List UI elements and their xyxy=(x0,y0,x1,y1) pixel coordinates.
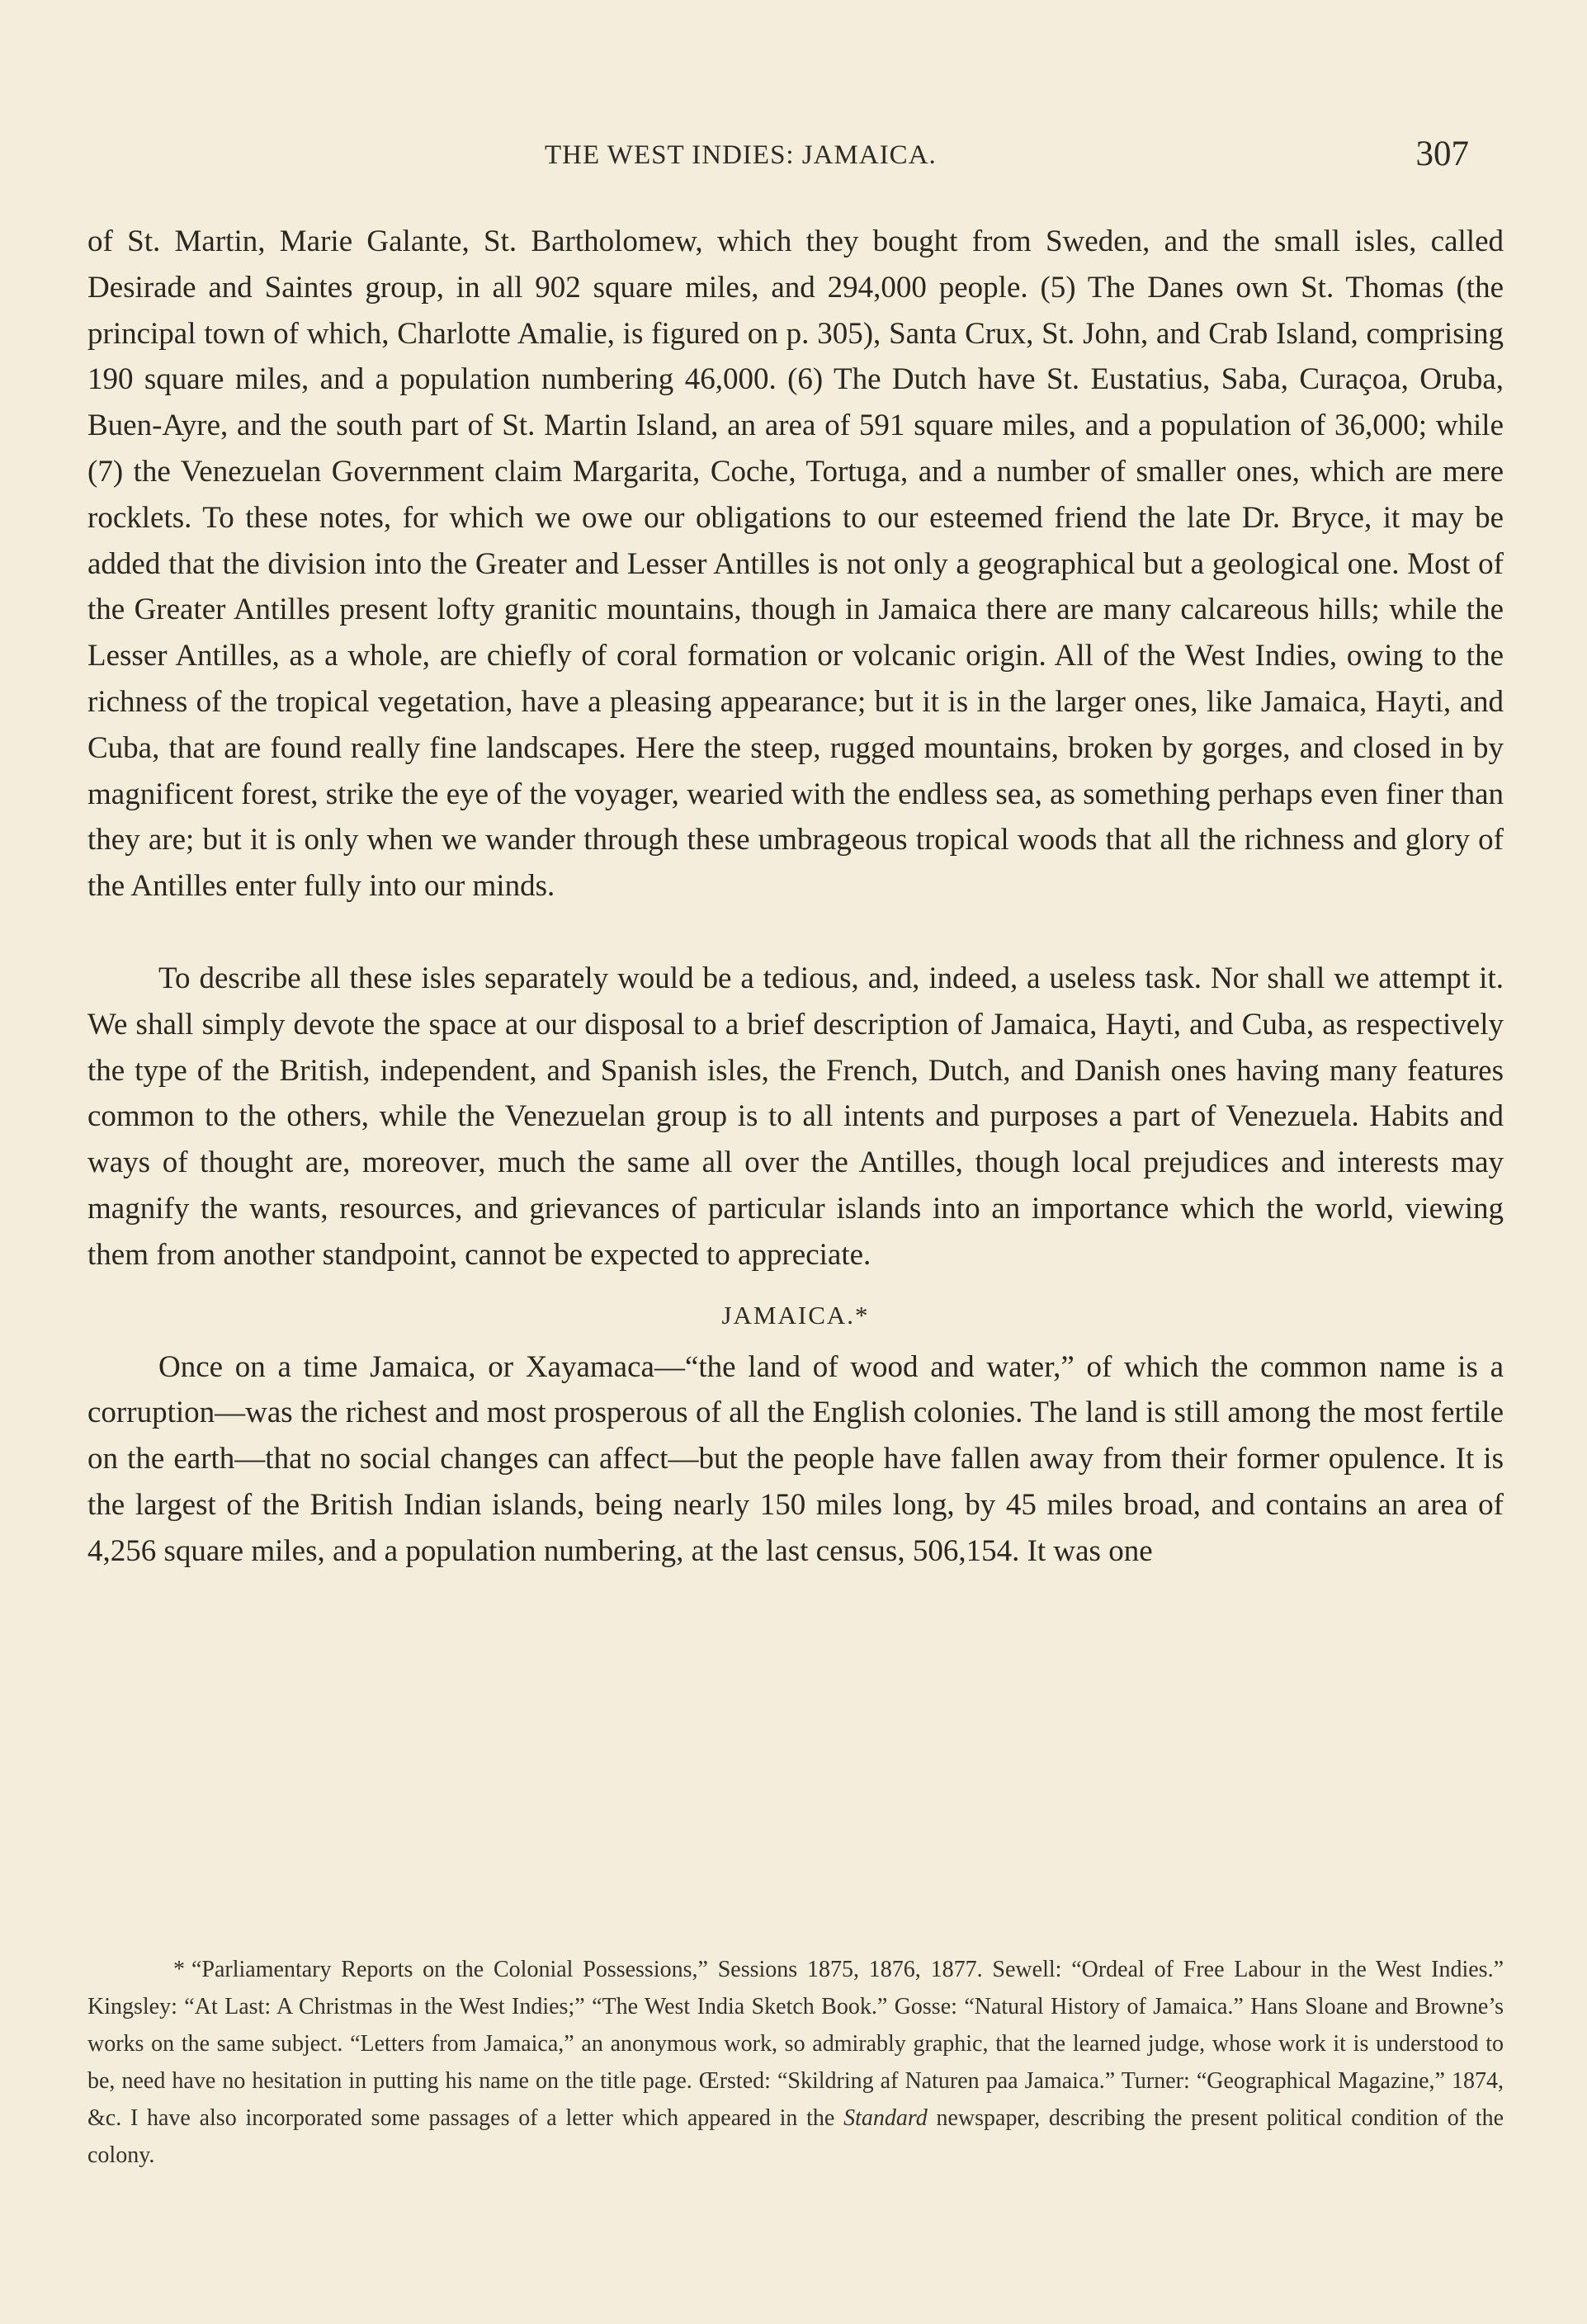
footnote xyxy=(87,1951,1504,2174)
main-text xyxy=(87,219,1504,1575)
paragraph-2: To describe all these isles separately would be a tedious, and, indeed, a useless task. Nor shall we attempt it. We shall simply devote the space at our disposal to a brief description of Jamaica, Hayti, and Cuba, as respectively the type of the British, independent, and Spanish isles, the French, Dutch, and Danish ones having many features common to the others, while the Venezuelan group is to all intents and purposes a part of Venezuela. Habits and ways of thought are, moreover, much the same all over the Antilles, though local prejudices and interests may magnify the wants, resources, and grievances of particular islands into an importance which the world, viewing them from another standpoint, cannot be expected to appreciate. xyxy=(87,961,1504,1272)
page-number: 307 xyxy=(1415,135,1469,173)
footnote-text-end: newspaper, describing the present political condition of the colony. xyxy=(87,2105,1504,2168)
paragraph-1: of St. Martin, Marie Galante, St. Bartholomew, which they bought from Sweden, and the small isles, called Desirade and Saintes group, in all 902 square miles, and 294,000 people. (5) The Danes own St. Thomas (the principal town of which, Charlotte Amalie, is figured on p. 305), Santa Crux, St. John, and Crab Island, comprising 190 square miles, and a population numbering 46,000. (6) The Dutch have St. Eustatius, Saba, Curaçoa, Oruba, Buen-Ayre, and the south part of St. Martin Island, an area of 591 square miles, and a population of 36,000; while (7) the Venezuelan Government claim Margarita, Coche, Tortuga, and a number of smaller ones, which are mere rocklets. To these notes, for which we owe our obligations to our esteemed friend the late Dr. Bryce, it may be added that the division into the Greater and Lesser Antilles is not only a geographical but a geological one. Most of the Greater Antilles present lofty granitic mountains, though in Jamaica there are many calcareous hills; while the Lesser Antilles, as a whole, are chiefly of coral formation or volcanic origin. All of the West Indies, owing to the richness of the tropical vegetation, have a pleasing appearance; but it is in the larger ones, like Jamaica, Hayti, and Cuba, that are found really fine landscapes. Here the steep, rugged mountains, broken by gorges, and closed in by magnificent forest, strike the eye of the voyager, wearied with the endless sea, as something perhaps even finer than they are; but it is only when we wander through these umbrageous tropical woods that all the richness and glory of the Antilles enter fully into our minds. xyxy=(87,224,1504,904)
footnote-marker: * xyxy=(173,1957,185,1982)
footnote-italic-standard: Standard xyxy=(843,2105,928,2131)
paragraph-3: Once on a time Jamaica, or Xayamaca—“the land of wood and water,” of which the common name is a corruption—was the richest and most prosperous of all the English colonies. The land is still among the most fertile on the earth—that no social changes can affect—but the people have fallen away from their former opulence. It is the largest of the British Indian islands, being nearly 150 miles long, by 45 miles broad, and contains an area of 4,256 square miles, and a population numbering, at the last census, 506,154. It was one xyxy=(87,1349,1504,1568)
section-heading-jamaica: JAMAICA.* xyxy=(721,1300,870,1330)
page-header xyxy=(83,134,1469,183)
footnote-text-start: “Parliamentary Reports on the Colonial Possessions,” Sessions 1875, 1876, 1877. Sewell: “Ordeal of Free Labour in the West Indies.” Kingsley: “At Last: A Christmas in the West Indies;” “The West India Sketch Book.” Gosse: “Natural History of Jamaica.” Hans Sloane and Browne’s works on the same subject. “Letters from Jamaica,” an anonymous work, so admirably graphic, that the learned judge, whose work it is understood to be, need have no hesitation in putting his name on the title page. Œrsted: “Skildring af Naturen paa Jamaica.” Turner: “Geographical Magazine,” 1874, &c. I have also incorporated some passages of a letter which appeared in the xyxy=(87,1957,1504,2131)
running-head: THE WEST INDIES: JAMAICA. xyxy=(545,140,937,170)
